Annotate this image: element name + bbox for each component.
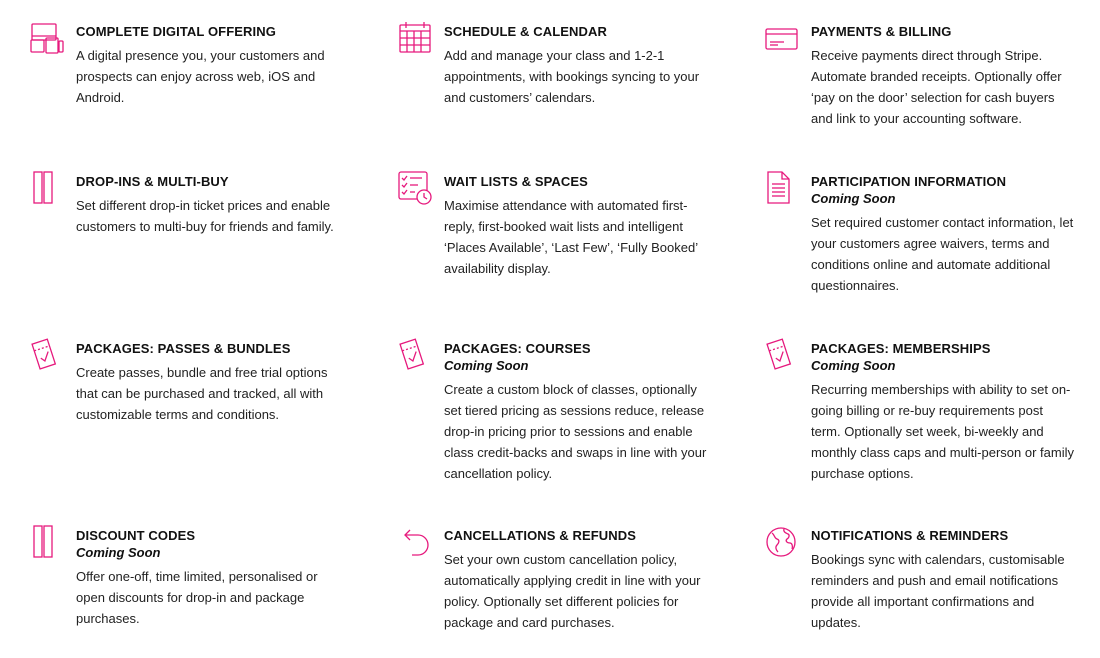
checklist-clock-icon [398, 171, 432, 205]
undo-arrow-icon [398, 525, 432, 559]
feature-title: NOTIFICATIONS & REMINDERS [811, 528, 1009, 543]
feature-title: CANCELLATIONS & REFUNDS [444, 528, 636, 543]
feature-description: Offer one-off, time limited, personalised or open discounts for drop-in and package purchases. [76, 569, 318, 626]
feature-title: DROP-INS & MULTI-BUY [76, 174, 229, 189]
feature-description: Create a custom block of classes, optionally set tiered pricing as sessions reduce, release drop-in pricing prior to sessions and enable class credit-backs and swaps in line with your cancellation policy. [444, 382, 707, 481]
ticket-check-icon [765, 338, 799, 372]
feature-description: Create passes, bundle and free trial options that can be purchased and tracked, all with customizable terms and conditions. [76, 365, 328, 422]
feature-title: PACKAGES: COURSES [444, 341, 591, 356]
tickets-icon [30, 525, 64, 559]
coming-soon-label: Coming Soon [811, 358, 896, 373]
feature-title: PACKAGES: PASSES & BUNDLES [76, 341, 291, 356]
credit-card-icon [765, 21, 799, 55]
globe-icon [765, 525, 799, 559]
feature-description: Maximise attendance with automated first-reply, first-booked wait lists and intelligent ‘Places Available’, ‘Last Few’, ‘Fully Booked’ availability display. [444, 198, 698, 276]
coming-soon-label: Coming Soon [811, 191, 896, 206]
feature-title: WAIT LISTS & SPACES [444, 174, 588, 189]
feature-description: Add and manage your class and 1-2-1 appointments, with bookings syncing to your and customers’ calendars. [444, 48, 700, 105]
feature-description: Recurring memberships with ability to set on-going billing or re-buy requirements post term. Optionally set week, bi-weekly and monthly class caps and multi-person or family purchase options. [811, 382, 1074, 481]
feature-description: Bookings sync with calendars, customisable reminders and push and email notifications provide all important confirmations and updates. [811, 552, 1065, 630]
feature-description: Receive payments direct through Stripe. Automate branded receipts. Optionally offer ‘pay on the door’ selection for cash buyers and link to your accounting software. [811, 48, 1062, 126]
coming-soon-label: Coming Soon [444, 358, 529, 373]
feature-description: Set different drop-in ticket prices and enable customers to multi-buy for friends and family. [76, 198, 334, 234]
calendar-icon [398, 21, 432, 55]
document-icon [765, 171, 799, 205]
feature-description: Set required customer contact information, let your customers agree waivers, terms and conditions online and automate additional questionnaires. [811, 215, 1074, 293]
tickets-icon [30, 171, 64, 205]
feature-title: PAYMENTS & BILLING [811, 24, 952, 39]
feature-description: Set your own custom cancellation policy, automatically applying credit in line with your policy. Optionally set different policies for package and card purchases. [444, 552, 701, 630]
ticket-check-icon [398, 338, 432, 372]
feature-description: A digital presence you, your customers and prospects can enjoy across web, iOS and Android. [76, 48, 325, 105]
feature-title: PACKAGES: MEMBERSHIPS [811, 341, 991, 356]
feature-title: COMPLETE DIGITAL OFFERING [76, 24, 276, 39]
feature-title: SCHEDULE & CALENDAR [444, 24, 607, 39]
feature-title: DISCOUNT CODES [76, 528, 196, 543]
coming-soon-label: Coming Soon [76, 545, 161, 560]
devices-icon [30, 21, 64, 55]
ticket-check-icon [30, 338, 64, 372]
feature-title: PARTICIPATION INFORMATION [811, 174, 1007, 189]
